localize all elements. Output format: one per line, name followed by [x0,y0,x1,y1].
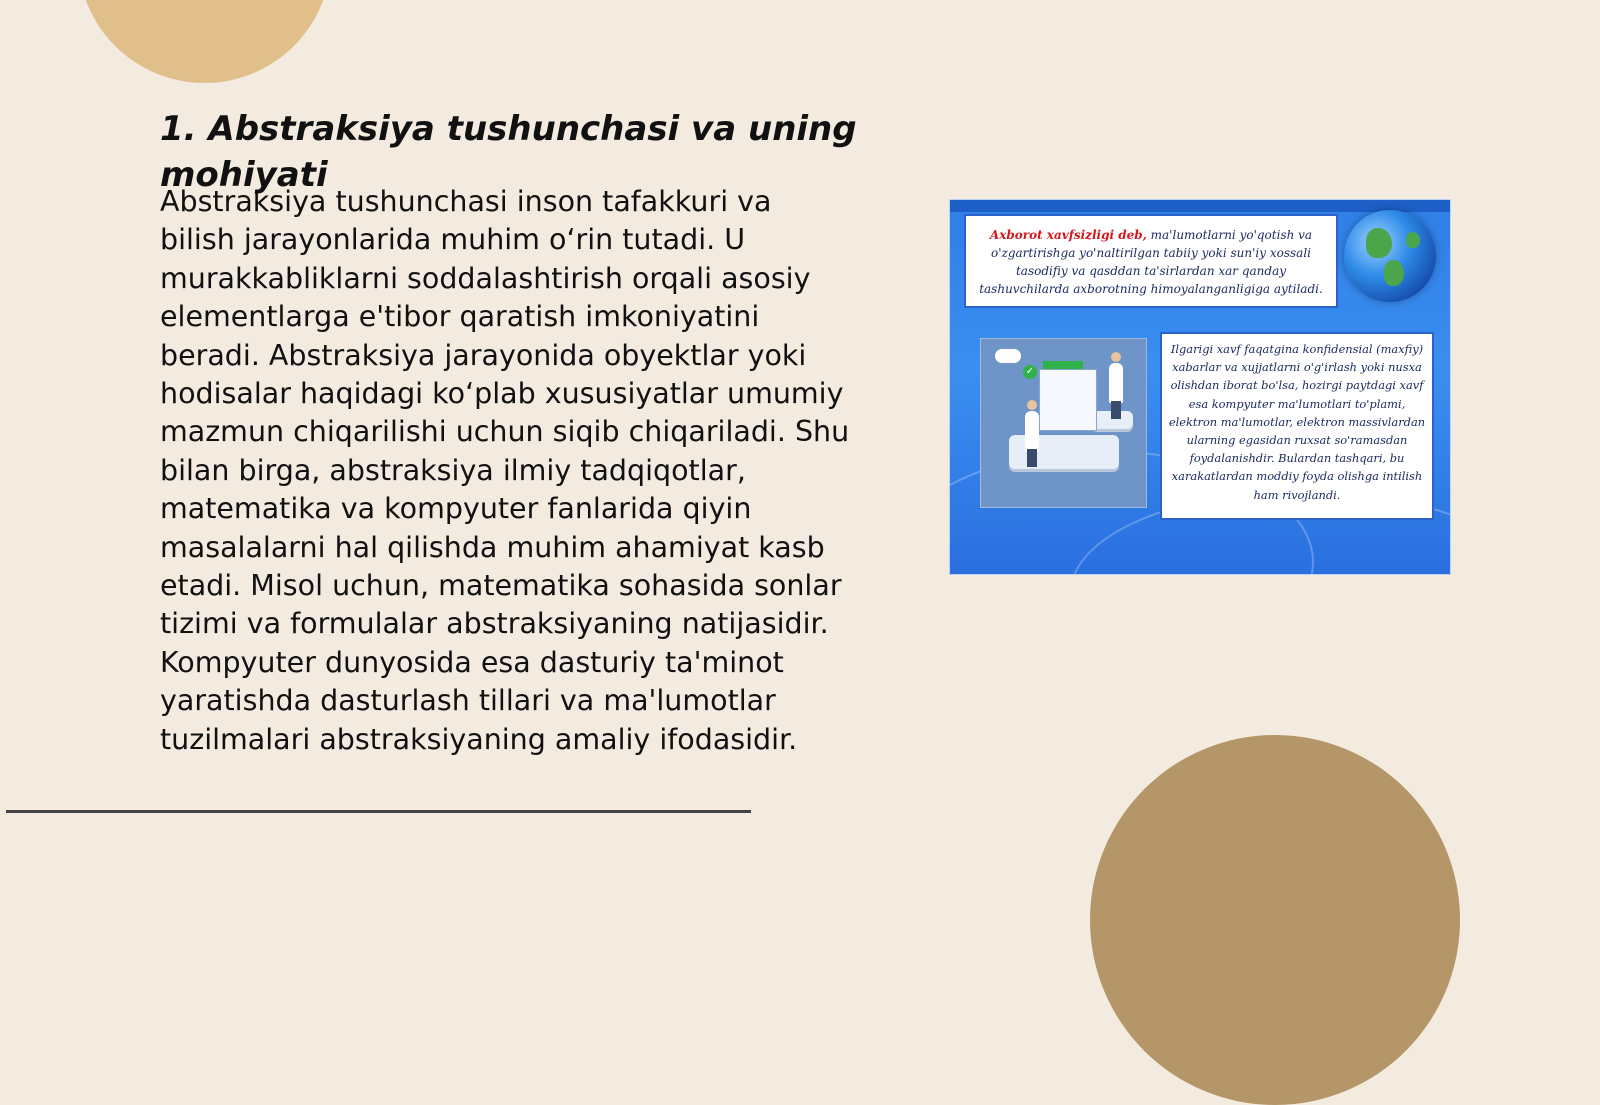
cloud-icon [995,349,1021,363]
slide-title: 1. Abstraksiya tushunchasi va uning mohiyati [160,109,857,195]
illustration-person [1025,411,1039,451]
definition-highlight: Axborot xavfsizligi deb, [989,228,1147,242]
illustration-banner [1043,361,1083,369]
infographic-top-bar [950,200,1450,212]
illustration-screen [1039,369,1097,431]
embedded-infographic [950,200,1450,574]
decorative-circle-bottom [1090,735,1460,1105]
globe-icon [1344,210,1436,302]
security-illustration [980,338,1147,508]
slide-body-text: Abstraksiya tushunchasi inson tafakkuri va bilish jarayonlarida muhim o‘rin tutadi. U murakkabliklarni soddalashtirish orqali asosiy elementlarga e'tibor qaratish imkoniyatini beradi. Abstraksiya jarayonida obyektlar yoki hodisalar haqidagi ko‘plab xususiyatlar umumiy mazmun chiqarilishi uchun siqib chiqariladi. Shu bilan birga, abstraksiya ilmiy tadqiqotlar, matematika va kompyuter fanlarida qiyin masalalarni hal qilishda muhim ahamiyat kasb etadi. Misol uchun, matematika sohasida sonlar tizimi va formulalar abstraksiyaning natijasidir. Kompyuter dunyosida esa dasturiy ta'minot yaratishda dasturlash tillari va ma'lumotlar tuzilmalari abstraksiyaning amaliy ifodasidir. [160,185,850,756]
check-icon: ✓ [1023,365,1037,379]
illustration-person [1109,363,1123,403]
definition-text: ma'lumotlarni yo'qotish va o'zgartirishga yo'naltirilgan tabiiy yoki sun'iy xossali tasodifiy va qasddan ta'sirlardan xar qanday tashuvchilarda axborotning himoyalanganligiga aytiladi. [979,228,1323,296]
decorative-circle-top [78,0,331,83]
divider-line [6,810,751,813]
threat-description-box: Ilgarigi xavf faqatgina konfidensial (maxfiy) xabarlar va xujjatlarni o'g'irlash yoki nusxa olishdan iborat bo'lsa, hozirgi paytdagi xavf esa kompyuter ma'lumotlari to'plami, elektron ma'lumotlar, elektron massivlardan ularning egasidan ruxsat so'ramasdan foydalanishdir. Bulardan tashqari, bu xarakatlardan moddiy foyda olishga intilish ham rivojlandi. [1160,332,1434,520]
definition-box [964,214,1338,308]
